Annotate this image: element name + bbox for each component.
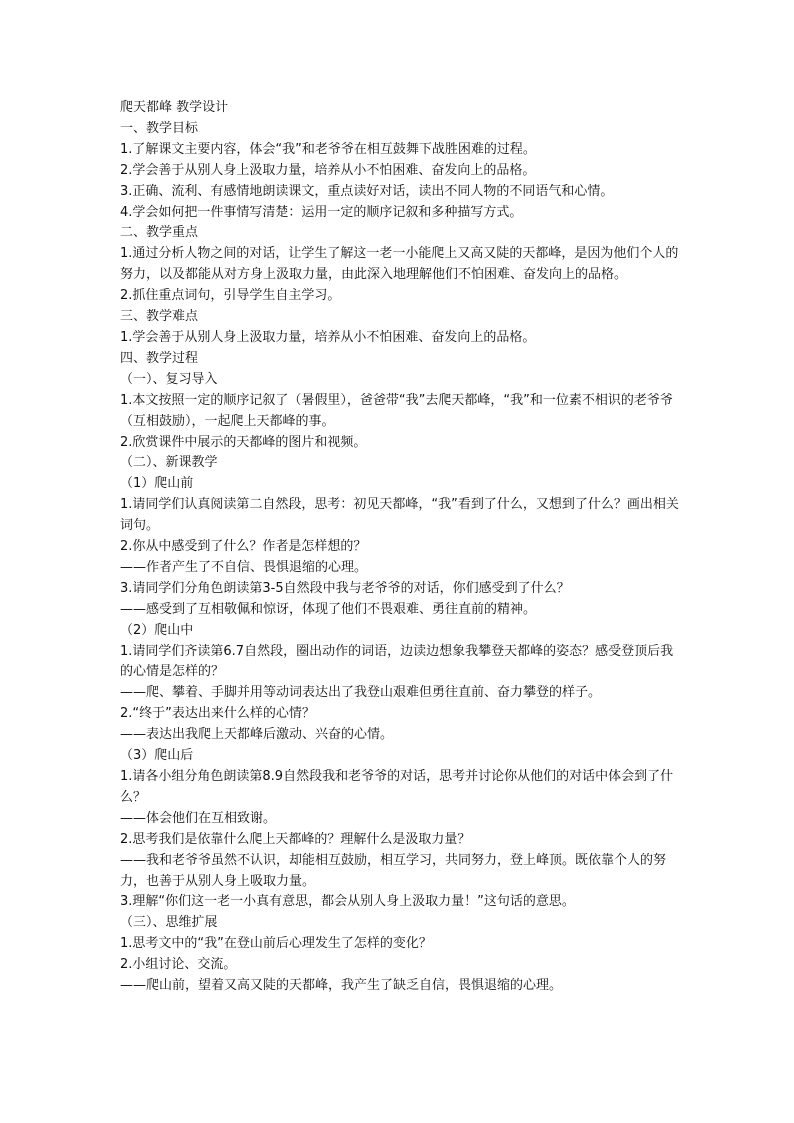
text-line: 1.思考文中的“我”在登山前后心理发生了怎样的变化？ xyxy=(120,936,432,952)
answer-line: ——表达出我爬上天都峰后激动、兴奋的心情。 xyxy=(120,727,394,743)
text-line: 2.欣赏课件中展示的天都峰的图片和视频。 xyxy=(120,434,367,450)
text-line: 2.思考我们是依靠什么爬上天都峰的？理解什么是汲取力量？ xyxy=(120,831,471,847)
answer-line: ——我和老爷爷虽然不认识，却能相互鼓励，相互学习，共同努力，登上峰顶。既依靠个人的努力，也善于从别人身上吸取力量。 xyxy=(120,852,667,889)
text-line: 1.本文按照一定的顺序记叙了（暑假里），爸爸带“我”去爬天都峰，“我”和一位素不相识的老爷爷（互相鼓励），一起爬上天都峰的事。 xyxy=(120,392,673,429)
answer-line: ——感受到了互相敬佩和惊讶，体现了他们不畏艰难、勇往直前的精神。 xyxy=(120,601,537,617)
subsection-heading: （3）爬山后 xyxy=(120,748,194,764)
answer-line: ——作者产生了不自信、畏惧退缩的心理。 xyxy=(120,559,368,575)
text-line: 3.理解“你们这一老一小真有意思，都会从别人身上汲取力量！”这句话的意思。 xyxy=(120,894,575,910)
text-line: 1.请各小组分角色朗读第8.9自然段我和老爷爷的对话，思考并讨论你从他们的对话中体会到了什么？ xyxy=(120,769,674,805)
doc-title: 爬天都峰 教学设计 xyxy=(120,100,229,115)
text-line: 2.抓住重点词句，引导学生自主学习。 xyxy=(120,288,341,304)
subsection-heading: （一）、复习导入 xyxy=(120,371,218,387)
answer-line: ——爬山前，望着又高又陡的天都峰，我产生了缺乏自信，畏惧退缩的心理。 xyxy=(120,978,563,994)
text-line: 4.学会如何把一件事情写清楚：运用一定的顺序记叙和多种描写方式。 xyxy=(120,204,523,220)
text-line: 2.你从中感受到了什么？作者是怎样想的？ xyxy=(120,539,367,555)
subsection-heading: （二）、新课教学 xyxy=(120,455,218,471)
text-line: 2.学会善于从别人身上汲取力量，培养从小不怕困难、奋发向上的品格。 xyxy=(120,162,536,178)
section-heading: 四、教学过程 xyxy=(120,350,199,366)
text-line: 1.通过分析人物之间的对话，让学生了解这一老一小能爬上又高又陡的天都峰，是因为他们个人的努力，以及都能从对方身上汲取力量，由此深入地理解他们不怕困难、奋发向上的品格。 xyxy=(120,246,679,283)
text-line: 3.请同学们分角色朗读第3-5自然段中我与老爷爷的对话，你们感受到了什么？ xyxy=(120,580,570,596)
text-line: 1.了解课文主要内容，体会“我”和老爷爷在相互鼓舞下战胜困难的过程。 xyxy=(120,141,536,157)
text-line: 2.小组讨论、交流。 xyxy=(120,957,237,973)
answer-line: ——体会他们在互相致谢。 xyxy=(120,810,277,826)
subsection-heading: （2）爬山中 xyxy=(120,622,194,638)
text-line: 1.请同学们认真阅读第二自然段，思考：初见天都峰，“我”看到了什么，又想到了什么？画出相关词句。 xyxy=(120,497,679,534)
document-body xyxy=(120,98,680,997)
text-line: 2.“终于”表达出来什么样的心情？ xyxy=(120,706,315,722)
subsection-heading: （1）爬山前 xyxy=(120,476,194,492)
section-heading: 三、教学难点 xyxy=(120,309,199,325)
answer-line: ——爬、攀着、手脚并用等动词表达出了我登山艰难但勇往直前、奋力攀登的样子。 xyxy=(120,685,602,701)
subsection-heading: （三）、思维扩展 xyxy=(120,915,218,931)
section-heading: 二、教学重点 xyxy=(120,225,199,241)
text-line: 1.请同学们齐读第6.7自然段，圈出动作的词语，边读边想象我攀登天都峰的姿态？感受登顶后我的心情是怎样的？ xyxy=(120,643,674,680)
text-line: 3.正确、流利、有感情地朗读课文，重点读好对话，读出不同人物的不同语气和心情。 xyxy=(120,183,614,199)
section-heading: 一、教学目标 xyxy=(120,120,199,136)
text-line: 1.学会善于从别人身上汲取力量，培养从小不怕困难、奋发向上的品格。 xyxy=(120,329,536,345)
